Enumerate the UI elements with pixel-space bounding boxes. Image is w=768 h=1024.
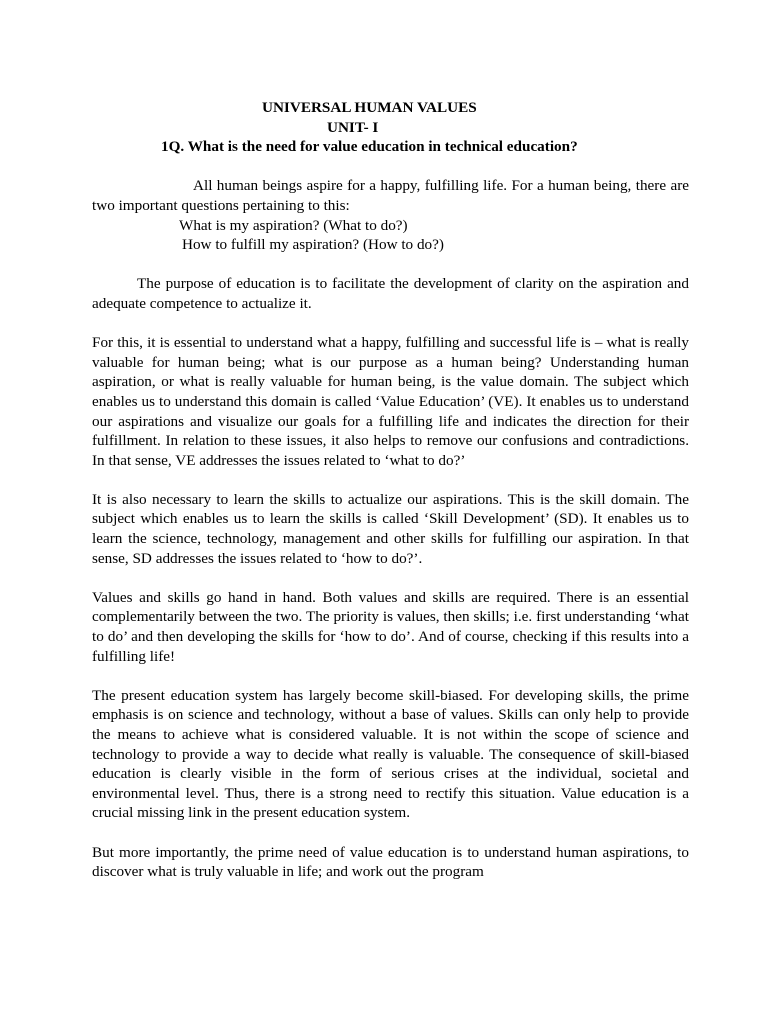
question-heading: 1Q. What is the need for value education in technical education? (161, 138, 578, 156)
intro-paragraph: All human beings aspire for a happy, fulfilling life. For a human being, there are two important questions pertaining to this: (92, 177, 689, 214)
paragraph-present-system: The present education system has largely become skill-biased. For developing skills, the prime emphasis is on science and technology, without a base of values. Skills can only help to provide the means to achieve what is considered valuable. It is not within the scope of science and technology to provide a way to decide what really is valuable. The consequence of skill-biased education is clearly visible in the form of serious crises at the individual, societal and environmental level. Thus, there is a strong need to rectify this situation. Value education is a crucial missing link in the present education system. (92, 686, 689, 822)
spacer (92, 666, 689, 686)
paragraph-value-domain: For this, it is essential to understand what a happy, fulfilling and successful life is – what is really valuable for human being; what is our purpose as a human being? Understanding human aspiration, or what is really valuable for human being, is the value domain. The subject which enables us to understand this domain is called ‘Value Education’ (VE). It enables us to understand our aspirations and visualize our goals for a fulfilling life and indicates the direction for their fulfillment. In relation to these issues, it also helps to remove our confusions and contradictions. In that sense, VE addresses the issues related to ‘what to do?’ (92, 334, 689, 469)
paragraph-skill-domain: It is also necessary to learn the skills to actualize our aspirations. This is the skill domain. The subject which enables us to learn the skills is called ‘Skill Development’ (SD). It enables us to learn the science, technology, management and other skills for fulfilling our aspiration. In that sense, SD addresses the issues related to ‘how to do?’. (92, 490, 689, 567)
spacer (92, 568, 689, 588)
intro-question-1: What is my aspiration? (What to do?) (179, 216, 408, 234)
document-title: UNIVERSAL HUMAN VALUES (262, 99, 477, 116)
intro-question-2: How to fulfill my aspiration? (How to do?) (182, 236, 444, 254)
spacer (92, 823, 689, 843)
document-body (92, 98, 689, 882)
spacer (92, 470, 689, 490)
paragraph-prime-need: But more importantly, the prime need of value education is to understand human aspirations, to discover what is truly valuable in life; and work out the program (92, 843, 689, 881)
unit-heading: UNIT- I (327, 118, 379, 136)
paragraph-values-and-skills: Values and skills go hand in hand. Both values and skills are required. There is an essential complementarily between the two. The priority is values, then skills; i.e. first understanding ‘what to do’ and then developing the skills for ‘how to do’. And of course, checking if this results into a fulfilling life! (92, 588, 689, 665)
spacer (92, 157, 689, 177)
paragraph-purpose: The purpose of education is to facilitate the development of clarity on the aspiration and adequate competence to actualize it. (92, 275, 689, 312)
spacer (92, 314, 689, 334)
spacer (92, 255, 689, 275)
